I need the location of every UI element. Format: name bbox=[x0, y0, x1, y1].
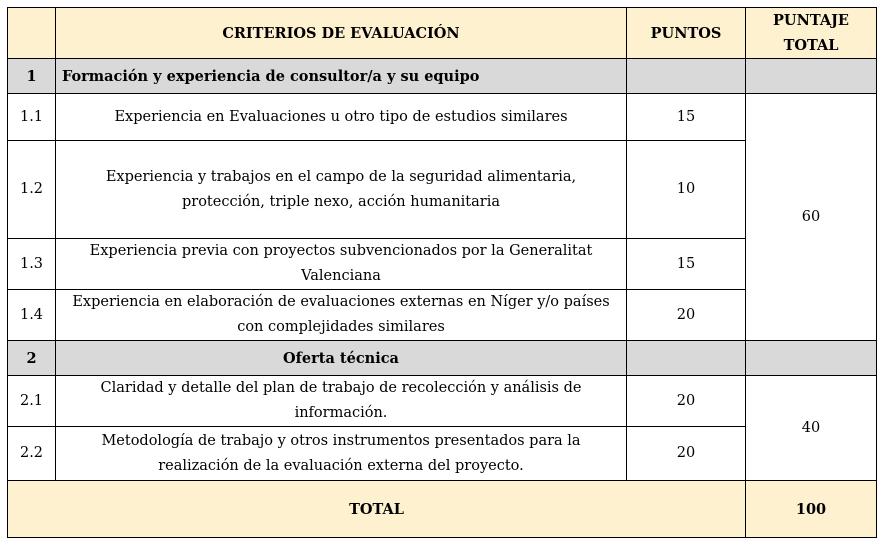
section-points-cell bbox=[627, 59, 746, 94]
item-description: Experiencia y trabajos en el campo de la seguridad alimentaria, protección, triple nexo, acción humanitaria bbox=[56, 141, 627, 239]
section-subtotal: 40 bbox=[746, 376, 877, 481]
section-points-cell bbox=[627, 341, 746, 376]
section-number: 1 bbox=[8, 59, 56, 94]
table-row bbox=[8, 376, 877, 427]
total-row bbox=[8, 481, 877, 538]
header-number-cell bbox=[8, 8, 56, 59]
section-title: Oferta técnica bbox=[56, 341, 627, 376]
header-points: PUNTOS bbox=[627, 8, 746, 59]
section-total-cell bbox=[746, 341, 877, 376]
item-number: 1.2 bbox=[8, 141, 56, 239]
item-points: 20 bbox=[627, 376, 746, 427]
item-points: 10 bbox=[627, 141, 746, 239]
item-number: 2.1 bbox=[8, 376, 56, 427]
item-points: 15 bbox=[627, 239, 746, 290]
item-points: 20 bbox=[627, 290, 746, 341]
section-number: 2 bbox=[8, 341, 56, 376]
item-description: Experiencia en Evaluaciones u otro tipo de estudios similares bbox=[56, 94, 627, 141]
section-row bbox=[8, 59, 877, 94]
section-title: Formación y experiencia de consultor/a y su equipo bbox=[56, 59, 627, 94]
evaluation-criteria-table bbox=[7, 7, 877, 538]
table-row bbox=[8, 94, 877, 141]
item-description: Claridad y detalle del plan de trabajo de recolección y análisis de información. bbox=[56, 376, 627, 427]
item-description: Experiencia previa con proyectos subvencionados por la Generalitat Valenciana bbox=[56, 239, 627, 290]
section-total-cell bbox=[746, 59, 877, 94]
item-number: 1.1 bbox=[8, 94, 56, 141]
item-description: Metodología de trabajo y otros instrumentos presentados para la realización de la evaluación externa del proyecto. bbox=[56, 427, 627, 481]
item-number: 2.2 bbox=[8, 427, 56, 481]
total-value: 100 bbox=[746, 481, 877, 538]
header-criteria: CRITERIOS DE EVALUACIÓN bbox=[56, 8, 627, 59]
item-points: 20 bbox=[627, 427, 746, 481]
header-total-score: PUNTAJE TOTAL bbox=[746, 8, 877, 59]
header-row bbox=[8, 8, 877, 59]
item-points: 15 bbox=[627, 94, 746, 141]
item-number: 1.3 bbox=[8, 239, 56, 290]
item-description: Experiencia en elaboración de evaluaciones externas en Níger y/o países con complejidades similares bbox=[56, 290, 627, 341]
total-label: TOTAL bbox=[8, 481, 746, 538]
item-number: 1.4 bbox=[8, 290, 56, 341]
section-row bbox=[8, 341, 877, 376]
section-subtotal: 60 bbox=[746, 94, 877, 341]
